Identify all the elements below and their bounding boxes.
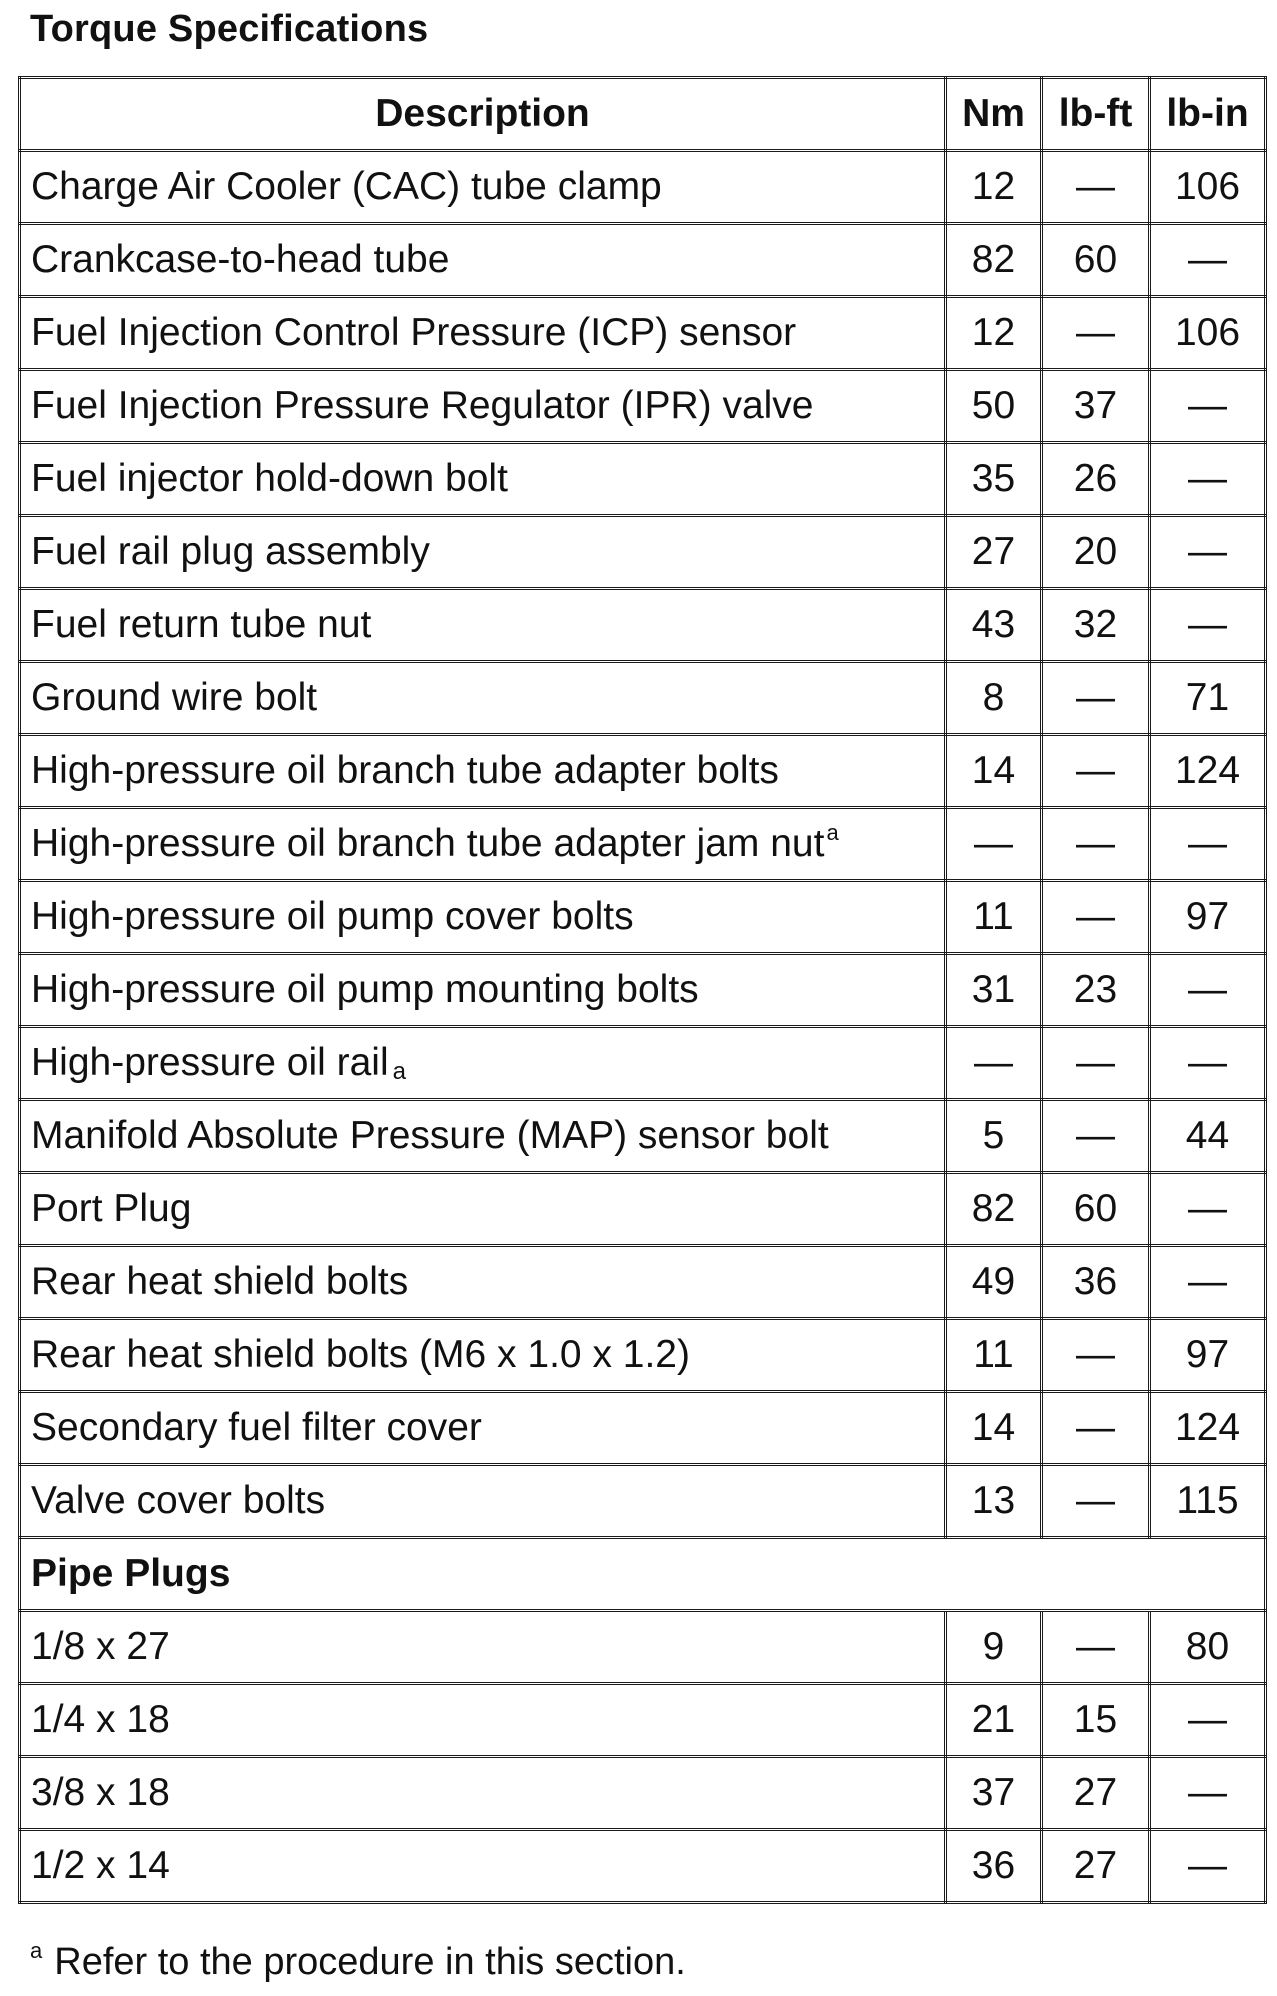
row-lbft: 36 — [1042, 1246, 1150, 1319]
row-lbin: 124 — [1150, 735, 1266, 808]
row-description: Secondary fuel filter cover — [20, 1392, 946, 1465]
row-lbin: 115 — [1150, 1465, 1266, 1538]
table-row — [20, 1173, 1266, 1246]
row-nm: 36 — [946, 1830, 1042, 1903]
row-lbft: 37 — [1042, 370, 1150, 443]
footnote-marker: a — [392, 1058, 406, 1085]
row-lbft: — — [1042, 1027, 1150, 1100]
footnote-text: Refer to the procedure in this section. — [54, 1941, 686, 1983]
row-lbin: — — [1150, 1173, 1266, 1246]
row-description: 3/8 x 18 — [20, 1757, 946, 1830]
row-lbin: — — [1150, 1246, 1266, 1319]
row-lbin: 97 — [1150, 1319, 1266, 1392]
table-row — [20, 1100, 1266, 1173]
footnote — [30, 1938, 686, 1986]
table-row — [20, 954, 1266, 1027]
row-lbin: — — [1150, 443, 1266, 516]
row-description-cell — [20, 808, 946, 881]
row-description: High-pressure oil pump mounting bolts — [20, 954, 946, 1027]
table-row — [20, 589, 1266, 662]
row-nm: 9 — [946, 1611, 1042, 1684]
row-lbin: — — [1150, 808, 1266, 881]
row-nm: 27 — [946, 516, 1042, 589]
row-lbft: 60 — [1042, 1173, 1150, 1246]
table-row — [20, 1830, 1266, 1903]
table-row — [20, 370, 1266, 443]
row-description-cell — [20, 1027, 946, 1100]
nm-header: Nm — [946, 78, 1042, 151]
row-nm: 21 — [946, 1684, 1042, 1757]
row-lbft: 27 — [1042, 1830, 1150, 1903]
table-row — [20, 516, 1266, 589]
table-row — [20, 1757, 1266, 1830]
row-nm: 12 — [946, 297, 1042, 370]
row-nm: — — [946, 808, 1042, 881]
row-lbft: — — [1042, 808, 1150, 881]
torque-spec-table — [18, 76, 1267, 1904]
row-lbin: 71 — [1150, 662, 1266, 735]
row-description: Fuel Injection Pressure Regulator (IPR) valve — [20, 370, 946, 443]
row-lbin: — — [1150, 1757, 1266, 1830]
table-row — [20, 881, 1266, 954]
row-lbft: — — [1042, 1100, 1150, 1173]
row-nm: 13 — [946, 1465, 1042, 1538]
row-description: Valve cover bolts — [20, 1465, 946, 1538]
row-lbft: — — [1042, 881, 1150, 954]
table-row — [20, 1246, 1266, 1319]
row-lbft: 26 — [1042, 443, 1150, 516]
row-nm: 11 — [946, 1319, 1042, 1392]
row-nm: 50 — [946, 370, 1042, 443]
row-nm: 12 — [946, 151, 1042, 224]
row-nm: 14 — [946, 735, 1042, 808]
row-lbin: 106 — [1150, 151, 1266, 224]
row-description: Ground wire bolt — [20, 662, 946, 735]
row-lbin: 97 — [1150, 881, 1266, 954]
table-row — [20, 1465, 1266, 1538]
row-lbin: — — [1150, 1684, 1266, 1757]
row-lbft: — — [1042, 1465, 1150, 1538]
row-lbft: 27 — [1042, 1757, 1150, 1830]
row-nm: 11 — [946, 881, 1042, 954]
row-nm: — — [946, 1027, 1042, 1100]
row-lbin: 44 — [1150, 1100, 1266, 1173]
row-nm: 43 — [946, 589, 1042, 662]
row-description: Rear heat shield bolts (M6 x 1.0 x 1.2) — [20, 1319, 946, 1392]
row-nm: 8 — [946, 662, 1042, 735]
table-row — [20, 662, 1266, 735]
row-nm: 82 — [946, 224, 1042, 297]
row-lbin: 124 — [1150, 1392, 1266, 1465]
row-lbin: — — [1150, 954, 1266, 1027]
lbin-header: lb-in — [1150, 78, 1266, 151]
row-lbin: — — [1150, 1830, 1266, 1903]
pipe-plugs-heading: Pipe Plugs — [20, 1538, 1266, 1611]
row-lbft: 15 — [1042, 1684, 1150, 1757]
row-description: High-pressure oil branch tube adapter bolts — [20, 735, 946, 808]
row-lbft: — — [1042, 1319, 1150, 1392]
row-description: Charge Air Cooler (CAC) tube clamp — [20, 151, 946, 224]
row-description: Crankcase-to-head tube — [20, 224, 946, 297]
table-row — [20, 1319, 1266, 1392]
table-row — [20, 1027, 1266, 1100]
section-row — [20, 1538, 1266, 1611]
row-description: Fuel return tube nut — [20, 589, 946, 662]
footnote-marker: a — [826, 820, 839, 845]
row-description: 1/8 x 27 — [20, 1611, 946, 1684]
footnote-marker: a — [30, 1938, 43, 1963]
table-row — [20, 224, 1266, 297]
row-description: High-pressure oil pump cover bolts — [20, 881, 946, 954]
row-description: Manifold Absolute Pressure (MAP) sensor bolt — [20, 1100, 946, 1173]
row-lbft: — — [1042, 151, 1150, 224]
table-row — [20, 1611, 1266, 1684]
page-title: Torque Specifications — [30, 8, 429, 50]
row-nm: 82 — [946, 1173, 1042, 1246]
row-lbft: — — [1042, 1392, 1150, 1465]
row-description: Fuel injector hold-down bolt — [20, 443, 946, 516]
row-nm: 37 — [946, 1757, 1042, 1830]
row-nm: 49 — [946, 1246, 1042, 1319]
lbft-header: lb-ft — [1042, 78, 1150, 151]
table-row — [20, 808, 1266, 881]
table-row — [20, 1392, 1266, 1465]
row-lbft: — — [1042, 662, 1150, 735]
row-lbin: — — [1150, 589, 1266, 662]
row-lbft: 32 — [1042, 589, 1150, 662]
row-lbft: 60 — [1042, 224, 1150, 297]
row-description: Port Plug — [20, 1173, 946, 1246]
row-nm: 14 — [946, 1392, 1042, 1465]
row-lbft: — — [1042, 297, 1150, 370]
table-header-row — [20, 78, 1266, 151]
row-description: 1/4 x 18 — [20, 1684, 946, 1757]
row-lbin: — — [1150, 1027, 1266, 1100]
row-lbft: 23 — [1042, 954, 1150, 1027]
row-lbin: 80 — [1150, 1611, 1266, 1684]
row-lbft: — — [1042, 1611, 1150, 1684]
table-row — [20, 151, 1266, 224]
row-description: Fuel rail plug assembly — [20, 516, 946, 589]
row-description: High-pressure oil branch tube adapter jam nut — [31, 822, 825, 865]
row-nm: 35 — [946, 443, 1042, 516]
table-row — [20, 1684, 1266, 1757]
row-lbin: — — [1150, 516, 1266, 589]
row-description: Rear heat shield bolts — [20, 1246, 946, 1319]
table-row — [20, 443, 1266, 516]
row-description: Fuel Injection Control Pressure (ICP) sensor — [20, 297, 946, 370]
row-description: 1/2 x 14 — [20, 1830, 946, 1903]
row-lbin: 106 — [1150, 297, 1266, 370]
table-row — [20, 297, 1266, 370]
row-lbft: 20 — [1042, 516, 1150, 589]
row-nm: 31 — [946, 954, 1042, 1027]
row-lbin: — — [1150, 370, 1266, 443]
row-nm: 5 — [946, 1100, 1042, 1173]
row-lbft: — — [1042, 735, 1150, 808]
table-row — [20, 735, 1266, 808]
description-header: Description — [20, 78, 946, 151]
row-lbin: — — [1150, 224, 1266, 297]
row-description: High-pressure oil rail — [31, 1041, 389, 1084]
